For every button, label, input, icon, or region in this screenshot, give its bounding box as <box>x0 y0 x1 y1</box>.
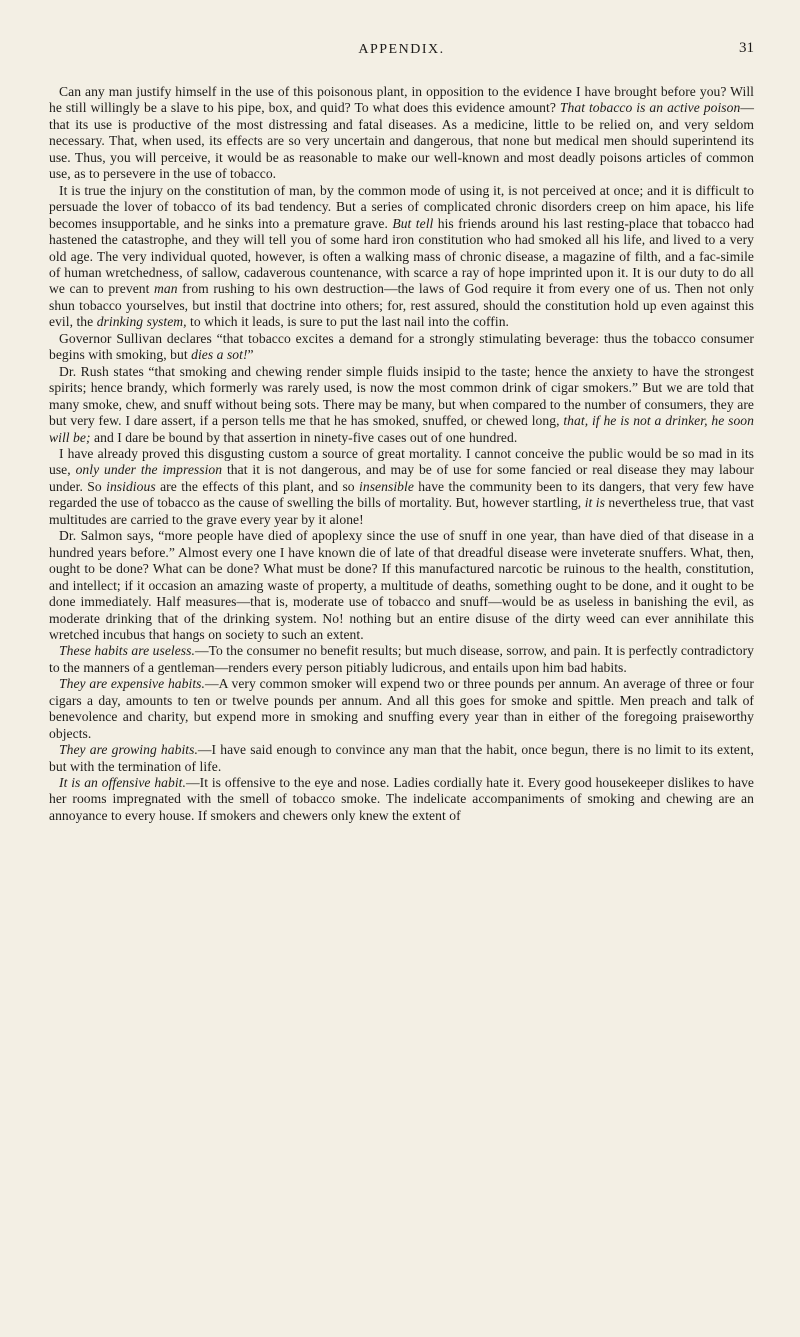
text-run: I have already proved this disgusting custom a source of great mortality. I cannot conceive the public would be so mad in its use, <box>49 445 754 478</box>
paragraph <box>49 446 754 528</box>
text-run: —It is offensive to the eye and nose. Ladies cordially hate it. Every good housekeeper dislikes to have her rooms impregnated with the smell of tobacco smoke. The indelicate accompaniments of smoking and chewing are an annoyance to every house. If smokers and chewers only knew the extent of <box>49 775 755 823</box>
italic-text: man <box>154 281 178 297</box>
paragraph <box>49 775 754 824</box>
paragraph <box>49 643 754 676</box>
text-run: that it is not dangerous, and may be of use for some fancied or real disease they may labour under. So <box>49 462 754 494</box>
italic-text: They are expensive habits. <box>59 676 205 692</box>
paragraph <box>49 331 754 364</box>
italic-text: That tobacco is an active poison <box>559 100 741 116</box>
text-run: ” <box>247 347 254 363</box>
text-run: are the effects of this plant, and so <box>155 478 360 494</box>
italic-text: But tell <box>392 215 434 231</box>
paragraph <box>49 364 754 446</box>
italic-text: that, if he is not a drinker, he soon will be; <box>49 413 754 445</box>
text-run: Can any man justify himself in the use of this poisonous plant, in opposition to the evidence I have brought before you? Will he still willingly be a slave to his pipe, box, and quid? To what does this evidence amount? <box>49 84 754 116</box>
italic-text: insidious <box>106 478 156 494</box>
italic-text: They are growing habits. <box>59 742 198 758</box>
text-run: — that its use is productive of the most distressing and fatal diseases. As a medicine, little to be relied on, and very seldom necessary. That, when used, its effects are so very uncertain and dangerous, that none but medical men should superintend its use. Thus, you will perceive, it would be as reasonable to make our well-known and most deadly poisons articles of common use, as to persevere in the use of tobacco. <box>49 100 754 182</box>
body-text <box>49 84 754 824</box>
text-run: Governor Sullivan declares “that tobacco excites a demand for a strongly stimulating beverage: thus the tobacco consumer begins with smoking, but <box>49 330 754 363</box>
italic-text: dies a sot! <box>191 347 248 363</box>
italic-text: only under the impression <box>75 462 223 478</box>
text-run: —To the consumer no benefit results; but much disease, sorrow, and pain. It is perfectly contradictory to the manners of a gentleman—renders every person pitiably ludicrous, and entails upon him bad habits. <box>49 643 755 675</box>
italic-text: These habits are useless. <box>59 643 195 659</box>
text-run: his friends around his last resting-place that tobacco had hastened the catastrophe, and they will tell you of some hard iron constitution who had smoked all his life, and lived to a very old age. The very individual quoted, however, is often a walking mass of chronic disease, a magazine of filth, and a fac-simile of human wretchedness, of sallow, cadaverous countenance, with scarce a ray of hope imprinted upon it. It is our duty to do all we can to prevent <box>49 215 755 297</box>
text-run: —I have said enough to convince any man that the habit, once begun, there is no limit to its extent, but with the termination of life. <box>49 742 754 774</box>
page-number: 31 <box>739 40 754 56</box>
text-run: It is true the injury on the constitution of man, by the common mode of using it, is not perceived at once; and it is difficult to persuade the lover of tobacco of its bad tendency. But a series of complicated chronic disorders creep on him apace, his life becomes insupportable, and he sinks into a premature grave. <box>49 182 754 231</box>
paragraph <box>49 742 754 775</box>
italic-text: insensible <box>359 478 414 494</box>
text-run: to which it leads, is sure to put the last nail into the coffin. <box>186 314 509 330</box>
italic-text: drinking system, <box>96 314 187 330</box>
paragraph <box>49 676 754 742</box>
running-head <box>49 0 754 84</box>
italic-text: it is <box>584 495 605 511</box>
text-run: nevertheless true, that vast multitudes are carried to the grave every year by it alone! <box>49 495 755 527</box>
text-run: have the community been to its dangers, that very few have regarded the use of tobacco as the cause of swelling the bills of mortality. But, however startling, <box>49 478 754 511</box>
text-run: and I dare be bound by that assertion in ninety-five cases out of one hundred. <box>90 429 518 445</box>
text-run: from rushing to his own destruction—the laws of God require it from every one of us. Then not only shun tobacco yourselves, but instil that doctrine into others; for, rest assured, should the constitution hold up even against this evil, the <box>49 281 754 330</box>
paragraph <box>49 528 754 643</box>
text-run: Dr. Salmon says, “more people have died of apoplexy since the use of snuff in one year, than have died of that disease in a hundred years before.” Almost every one I have known die of late of that dreadful disease were inveterate snuffers. What, then, ought to be done? What can be done? What must be done? If this manufactured narcotic be ruinous to the health, constitution, and intellect; if it occasion an amazing waste of property, a multitude of deaths, something ought to be done, and it ought to be done immediately. Half measures—that is, moderate use of tobacco and snuff—would be as useless in banishing the evil, as moderate drinking that of the drinking system. No! nothing but an entire disuse of the dirty weed can ever annihilate this wretched incubus that hangs on society to such an extent. <box>49 528 754 642</box>
text-run: —A very common smoker will expend two or three pounds per annum. An average of three or four cigars a day, amounts to ten or twelve pounds per annum. And all this goes for smoke and spittle. Men preach and talk of benevolence and charity, but expend more in smoking and snuffing every year than in either of the foregoing praiseworthy objects. <box>49 676 755 741</box>
paragraph <box>49 183 754 331</box>
paragraph <box>49 84 754 183</box>
italic-text: It is an offensive habit. <box>59 775 186 791</box>
running-head-title: APPENDIX. <box>358 42 445 57</box>
text-run: Dr. Rush states “that smoking and chewing render simple fluids insipid to the taste; hence the anxiety to have the strongest spirits; hence brandy, which formerly was rarely used, is now the most common drink of cigar smokers.” But we are told that many smoke, chew, and snuff without being sots. There may be many, but when compared to the number of consumers, they are but very few. I dare assert, if a person tells me that he has smoked, snuffed, or chewed long, <box>49 363 754 429</box>
